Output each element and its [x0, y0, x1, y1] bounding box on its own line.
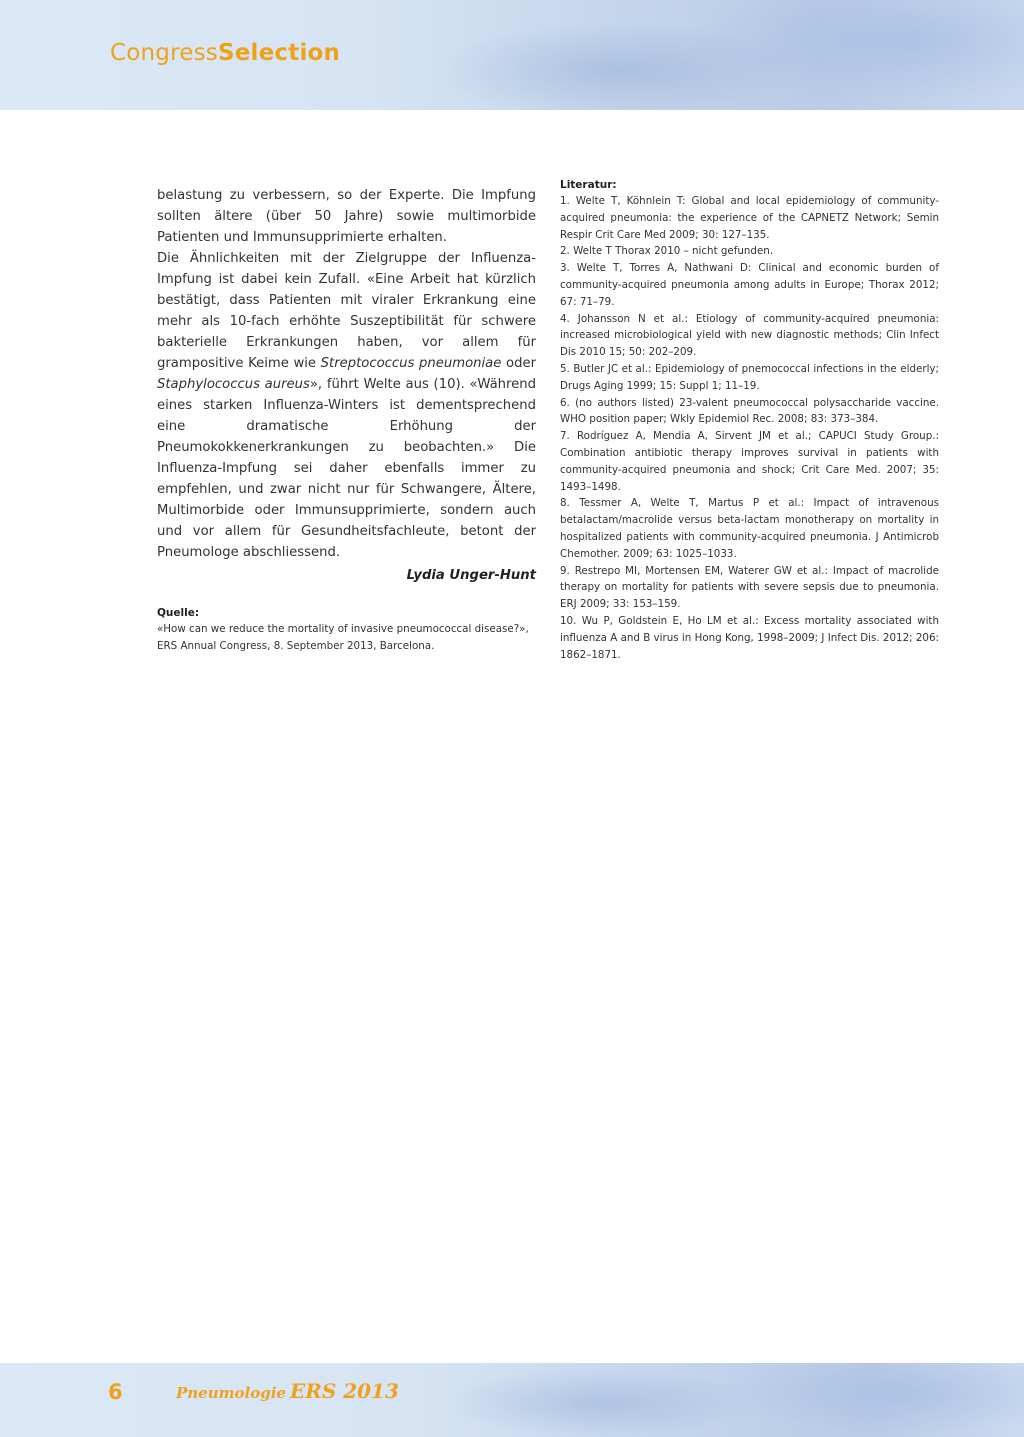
literature-item: 2. Welte T Thorax 2010 – nicht gefunden.	[560, 245, 774, 258]
page-number: 6	[108, 1380, 123, 1404]
literature-item: 8. Tessmer A, Welte T, Martus P et al.: Impact of intravenous betalactam/macrolide versus beta-lactam monotherapy on mortality in hospitalized patients with community-acquired pneumonia. J Antimicrob Chemother. 2009; 63: 1025–1033.	[560, 497, 939, 560]
article-body	[157, 185, 536, 563]
species-name: Streptococcus pneumoniae	[320, 356, 502, 371]
source-label: Quelle:	[157, 607, 200, 619]
species-name: Staphylococcus aureus	[157, 377, 310, 392]
literature-item: 9. Restrepo MI, Mortensen EM, Waterer GW et al.: Impact of macrolide therapy on mortality for patients with severe sepsis due to pneumonia. ERJ 2009; 33: 153–159.	[560, 564, 939, 611]
literature-label: Literatur:	[560, 179, 617, 191]
source-line-2: ERS Annual Congress, 8. September 2013, Barcelona.	[157, 640, 435, 652]
article-paragraph-2	[157, 248, 536, 563]
literature-item: 3. Welte T, Torres A, Nathwani D: Clinical and economic burden of community-acquired pneumonia among adults in Europe; Thorax 2012; 67: 71–79.	[560, 262, 939, 308]
article-column	[157, 185, 536, 655]
literature-item: 5. Butler JC et al.: Epidemiology of pnemococcal infections in the elderly; Drugs Aging 1999; 15: Suppl 1; 11–19.	[560, 362, 939, 392]
literature-column	[560, 177, 939, 663]
paragraph-text: Die Ähnlichkeiten mit der Zielgruppe der Influenza-Impfung ist dabei kein Zufall. «Eine Arbeit hat kürzlich bestätigt, dass Patienten mit viraler Erkrankung eine mehr als 10-fach erhöhte Suszeptibilität für schwere bakterielle Erkrankungen haben, vor allem für grampositive Keime wie	[157, 251, 536, 371]
brand-bold: Selection	[217, 40, 341, 66]
literature-item: 7. Rodríguez A, Mendia A, Sirvent JM et al.; CAPUCI Study Group.: Combination antibiotic therapy improves survival in patients with community-acquired pneumonia and shock; Crit Care Med. 2007; 35: 1493–1498.	[560, 430, 939, 493]
author-byline: Lydia Unger-Hunt	[406, 568, 536, 583]
footer-band	[0, 1363, 1024, 1437]
journal-name: Pneumologie	[176, 1384, 286, 1402]
literature-item: 4. Johansson N et al.: Etiology of community-acquired pneumonia: increased microbiological yield with new diagnostic methods; Clin Infect Dis 2010 15; 50: 202–209.	[560, 312, 939, 359]
brand-logo	[110, 40, 340, 66]
journal-title	[176, 1379, 399, 1403]
literature-list	[560, 193, 939, 663]
source-line-1: «How can we reduce the mortality of invasive pneumococcal disease?»,	[157, 623, 529, 635]
literature-item: 10. Wu P, Goldstein E, Ho LM et al.: Excess mortality associated with influenza A and B virus in Hong Kong, 1998–2009; J Infect Dis. 2012; 206: 1862–1871.	[560, 614, 939, 661]
literature-item: 1. Welte T, Köhnlein T: Global and local epidemiology of community-acquired pneumonia: the experience of the CAPNETZ Network; Semin Respir Crit Care Med 2009; 30: 127–135.	[560, 195, 939, 241]
article-paragraph-1: belastung zu verbessern, so der Experte. Die Impfung sollten ältere (über 50 Jahre) sowie multimorbide Patienten und Immunsupprimierte erhalten.	[157, 188, 536, 245]
journal-issue: ERS 2013	[289, 1379, 399, 1403]
paragraph-text: », führt Welte aus (10). «Während eines starken Influenza-Winters ist dementsprechend eine dramatische Erhöhung der Pneumokokkenerkrankungen zu beobachten.» Die Influenza-Impfung sei daher ebenfalls immer zu empfehlen, und zwar nicht nur für Schwangere, Ältere, Multimorbide oder Immunsupprimierte, sondern auch und vor allem für Gesundheitsfachleute, betont der Pneumologe abschliessend.	[157, 377, 536, 560]
brand-regular: Congress	[110, 40, 218, 66]
header-band	[0, 0, 1024, 110]
paragraph-text: oder	[501, 356, 536, 371]
literature-item: 6. (no authors listed) 23-valent pneumococcal polysaccharide vaccine. WHO position paper; Wkly Epidemiol Rec. 2008; 83: 373–384.	[560, 396, 939, 426]
source-block	[157, 606, 536, 655]
